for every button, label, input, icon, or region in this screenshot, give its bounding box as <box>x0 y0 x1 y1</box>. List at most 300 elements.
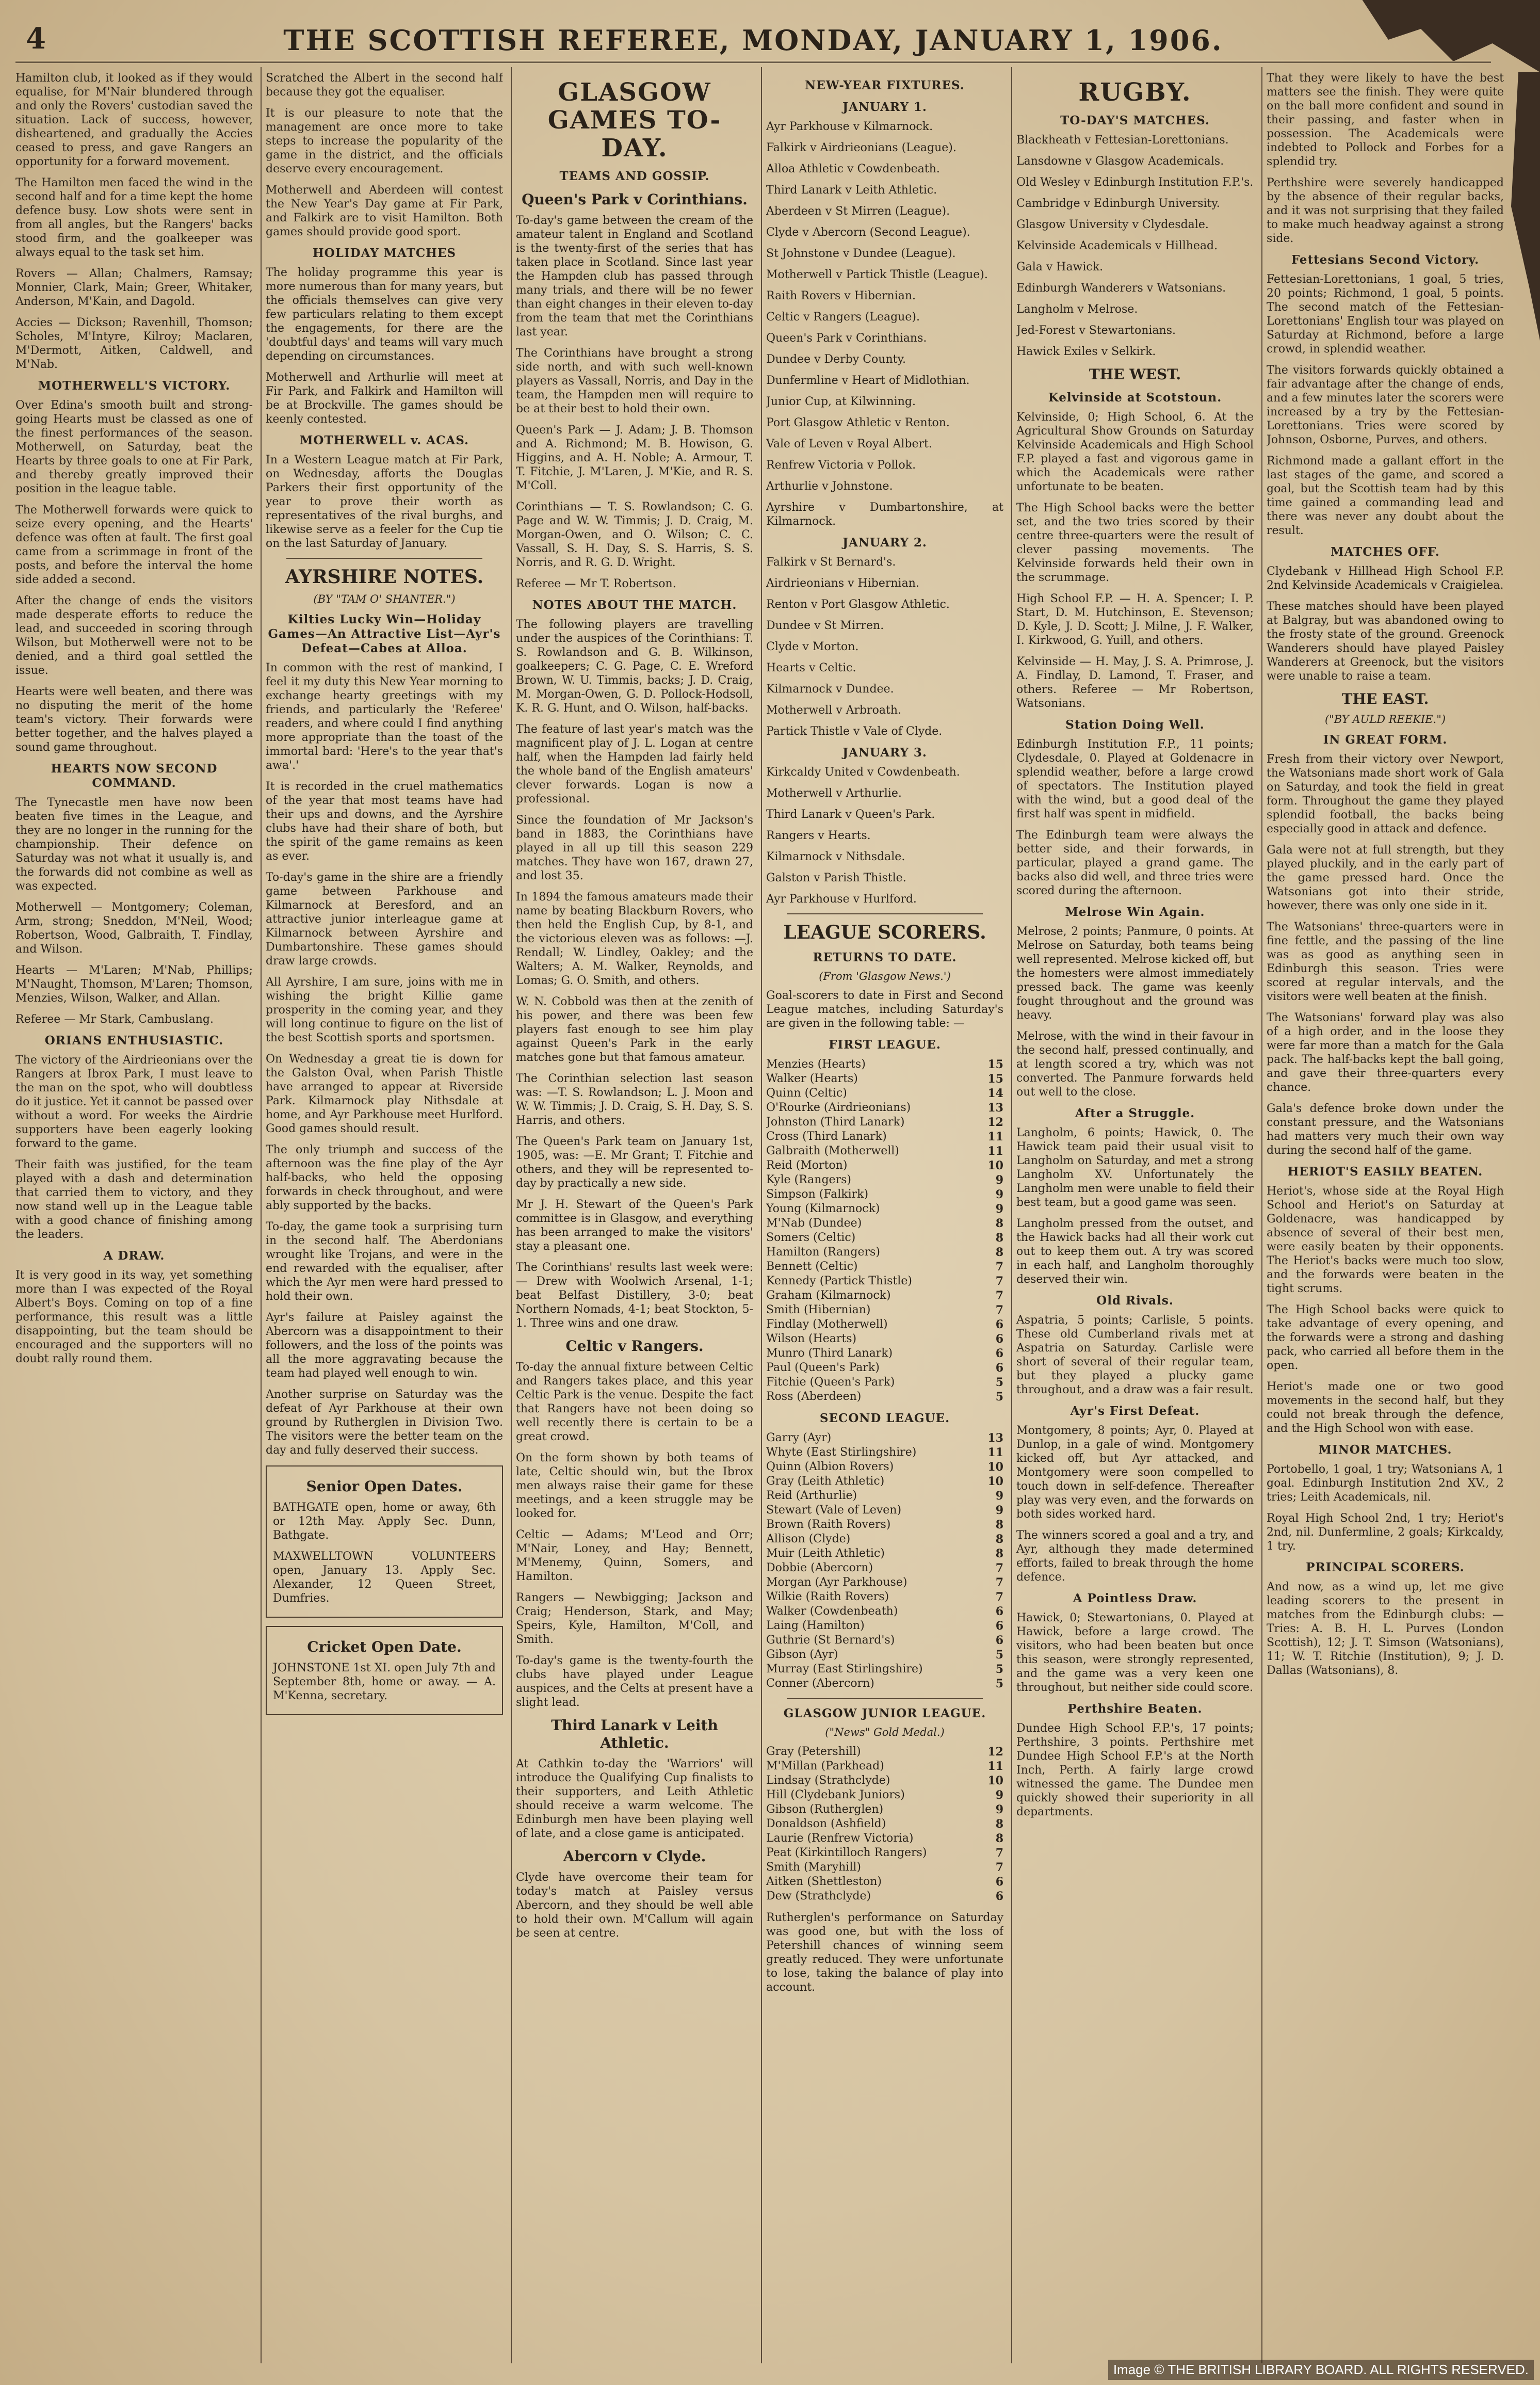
fixture-line: Port Glasgow Athletic v Renton. <box>766 416 950 429</box>
scorer-name: Aitken (Shettleston) <box>766 1875 882 1888</box>
scorer-name: Morgan (Ayr Parkhouse) <box>766 1576 907 1589</box>
article-paragraph: All Ayrshire, I am sure, joins with me in wishing the bright Killie game prosperity in the coming year, and they will long continue to figure on the list of the best Scottish sports and sportsmen. <box>266 976 503 1044</box>
match-heading: Third Lanark v Leith Athletic. <box>551 1717 718 1751</box>
goal-count: 15 <box>987 1072 1003 1086</box>
fixture-date: JANUARY 1. <box>842 100 927 114</box>
table-row <box>766 1057 1003 1072</box>
article-paragraph: The Edinburgh team were always the better side, and their forwards, in particular, played a grand game. The backs also did well, and three tries were scored during the afternoon. <box>1016 829 1254 897</box>
scorer-name: Hill (Clydebank Juniors) <box>766 1788 905 1801</box>
table-row <box>766 1503 1003 1518</box>
goal-count: 9 <box>995 1788 1003 1802</box>
table-row <box>766 1846 1003 1860</box>
match-heading: A Pointless Draw. <box>1073 1591 1197 1605</box>
fixture-line: Renfrew Victoria v Pollok. <box>766 459 916 472</box>
goal-count: 6 <box>995 1634 1003 1647</box>
senior-open-dates-box <box>266 1465 503 1618</box>
column-rule <box>1011 67 1012 2363</box>
junior-league-table <box>766 1745 1003 1904</box>
scorer-name: Quinn (Albion Rovers) <box>766 1460 894 1473</box>
article-paragraph: The following players are travelling under the auspices of the Corinthians: T. S. Rowlandson and G. B. Wilkinson, goalkeepers; C. G. Page, C. E. Wreford Brown, W. U. Timmis, backs; J. D. Craig, M. Morgan-Owen, G. D. Pollock-Hodsoll, K. R. G. Hunt, and O. Wilson, half-backs. <box>516 618 753 715</box>
team-line: High School F.P. — H. A. Spencer; I. P. Start, D. M. Hutchinson, E. Stevenson; D. Kyle, J. D. Scott; J. Milne, J. F. Walker, I. Kirkwood, G. Yuill, and others. <box>1016 592 1254 647</box>
column-rule <box>761 67 762 2363</box>
goal-count: 11 <box>987 1130 1003 1143</box>
goal-count: 6 <box>995 1619 1003 1633</box>
article-paragraph: These matches should have been played at Balgray, but was abandoned owing to the frosty state of the ground. Greenock Wanderers should have played Paisley Wanderers at Greenock, but the visitors were unable to raise a team. <box>1267 600 1504 683</box>
article-paragraph: In a Western League match at Fir Park, on Wednesday, afforts the Douglas Parkers their first opportunity of the year to prove their worth as representatives of the rival burghs, and likewise serve as a feeler for the Cup tie on the last Saturday of January. <box>266 454 503 550</box>
table-row <box>766 1575 1003 1590</box>
table-row <box>766 1216 1003 1231</box>
fixture-date: JANUARY 2. <box>842 536 927 550</box>
byline: (BY "TAM O' SHANTER.") <box>313 593 456 605</box>
referee-line: Referee — Mr Stark, Cambuslang. <box>15 1013 214 1026</box>
article-paragraph: The holiday programme this year is more numerous than for many years, but the officials themselves can give very few particulars relating to them except the engagements, for there are the 'doubtful days' and teams will vary much depending on circumstances. <box>266 266 503 363</box>
table-row <box>766 1860 1003 1875</box>
cricket-open-date-box <box>266 1626 503 1715</box>
article-paragraph: Dundee High School F.P.'s, 17 points; Perthshire, 3 points. Perthshire met Dundee High School F.P.'s at the North Inch, Perth. A fairly large crowd witnessed the game. The Dundee men quickly showed their superiority in all departments. <box>1016 1722 1254 1818</box>
team-line: Rangers — Newbigging; Jackson and Craig; Henderson, Stark, and May; Speirs, Kyle, Hamilton, M'Coll, and Smith. <box>516 1591 753 1646</box>
scorer-name: Reid (Arthurlie) <box>766 1489 857 1502</box>
article-paragraph: And now, as a wind up, let me give leading scorers to the present in matches from the Edinburgh clubs: — Tries: A. B. H. L. Purves (London Scottish), 12; J. T. Simson (Watsonians), 11; W. T. Ritchie (Institution), 9; J. D. Dallas (Watsonians), 8. <box>1267 1581 1504 1677</box>
match-heading: Celtic v Rangers. <box>565 1337 704 1355</box>
fixture-line: Edinburgh Wanderers v Watsonians. <box>1016 282 1226 295</box>
article-paragraph: The Corinthian selection last season was: —T. S. Rowlandson; L. J. Moon and W. W. Timmis; J. D. Craig, S. H. Day, S. S. Harris, and others. <box>516 1072 753 1127</box>
article-paragraph: Motherwell and Aberdeen will contest the New Year's Day game at Fir Park, and Falkirk are to visit Hamilton. Both games should provide good sport. <box>266 184 503 238</box>
table-row <box>766 1745 1003 1759</box>
goal-count: 15 <box>987 1058 1003 1071</box>
article-paragraph: Hearts were well beaten, and there was no disputing the merit of the home team's victory. Their forwards were better together, and the halves played a sound game throughout. <box>15 685 253 754</box>
table-row <box>766 1590 1003 1604</box>
column-2 <box>266 71 503 2362</box>
scorer-name: Dew (Strathclyde) <box>766 1890 871 1903</box>
goal-count: 8 <box>995 1832 1003 1845</box>
masthead <box>15 20 1491 63</box>
fixture-line: Kilmarnock v Dundee. <box>766 683 894 696</box>
section-heading: MOTHERWELL'S VICTORY. <box>38 379 231 393</box>
fixture-list <box>766 765 1003 906</box>
article-paragraph: The Hamilton men faced the wind in the second half and for a time kept the home defence busy. Low shots were sent in from all angles, but the Rangers' backs stood firm, and the goalkeeper was always equal to the task set him. <box>15 176 253 259</box>
scorer-name: Reid (Morton) <box>766 1159 848 1172</box>
table-row <box>766 1648 1003 1662</box>
goal-count: 5 <box>995 1376 1003 1389</box>
table-row <box>766 1390 1003 1404</box>
scorer-name: Murray (East Stirlingshire) <box>766 1663 923 1675</box>
fixture-line: Ayr Parkhouse v Kilmarnock. <box>766 120 933 133</box>
article-paragraph: Richmond made a gallant effort in the last stages of the game, and scored a goal, but the Scottish team had by this time gained a commanding lead and there was never any doubt about the result. <box>1267 455 1504 537</box>
table-row <box>766 1489 1003 1503</box>
table-row <box>766 1245 1003 1260</box>
fixture-line: Ayr Parkhouse v Hurlford. <box>766 893 917 906</box>
fixture-line: Dunfermline v Heart of Midlothian. <box>766 374 970 387</box>
table-row <box>766 1086 1003 1101</box>
classified-line: MAXWELLTOWN VOLUNTEERS open, January 13. Apply Sec. Alexander, 12 Queen Street, Dumfries. <box>273 1550 496 1605</box>
goal-count: 6 <box>995 1361 1003 1375</box>
table-row <box>766 1260 1003 1274</box>
goal-count: 10 <box>987 1460 1003 1474</box>
fixture-line: Partick Thistle v Vale of Clyde. <box>766 725 943 738</box>
article-paragraph: The feature of last year's match was the magnificent play of J. L. Logan at centre half, when the Hampden lad fairly held the whole band of the English amateurs' clever forwards. Logan is now a professional. <box>516 723 753 805</box>
section-heading: HEARTS NOW SECOND COMMAND. <box>51 762 218 790</box>
scorer-name: Wilkie (Raith Rovers) <box>766 1590 889 1603</box>
paper-title: THE SCOTTISH REFEREE, MONDAY, JANUARY 1, 1906. <box>283 24 1223 57</box>
goal-count: 6 <box>995 1605 1003 1618</box>
fixture-line: Motherwell v Arbroath. <box>766 704 902 717</box>
scorer-name: Garry (Ayr) <box>766 1431 832 1444</box>
fixture-line: Rangers v Hearts. <box>766 829 871 842</box>
goal-count: 12 <box>987 1745 1003 1759</box>
team-line: Motherwell — Montgomery; Coleman, Arm, strong; Sneddon, M'Neil, Wood; Robertson, Wood, Galbraith, T. Findlay, and Wilson. <box>15 901 253 956</box>
table-heading: SECOND LEAGUE. <box>819 1411 950 1425</box>
article-paragraph: The victory of the Airdrieonians over the Rangers at Ibrox Park, I must leave to the man on the spot, who will doubtless do it justice. Yet it cannot be passed over without a word. For weeks the Airdrie supporters have been eagerly looking forward to the game. <box>15 1054 253 1150</box>
table-row <box>766 1288 1003 1303</box>
scorer-name: Fitchie (Queen's Park) <box>766 1376 895 1389</box>
table-row <box>766 1274 1003 1288</box>
article-paragraph: The Corinthians' results last week were: — Drew with Woolwich Arsenal, 1-1; beat Belfast Distillery, 3-0; beat Northern Nomads, 4-1; beat Stockton, 5-1. Three wins and one draw. <box>516 1261 753 1330</box>
fixture-line: Junior Cup, at Kilwinning. <box>766 395 916 408</box>
team-line: Accies — Dickson; Ravenhill, Thomson; Scholes, M'Intyre, Kilroy; Maclaren, M'Dermott, Aitken, Caldwell, and M'Nab. <box>15 316 253 371</box>
table-row <box>766 1875 1003 1889</box>
fixture-line: Old Wesley v Edinburgh Institution F.P.'s. <box>1016 176 1254 189</box>
goal-count: 9 <box>995 1803 1003 1816</box>
fixture-line: Kelvinside Academicals v Hillhead. <box>1016 239 1218 252</box>
scorer-name: Findlay (Motherwell) <box>766 1318 888 1331</box>
fixture-line: Dundee v St Mirren. <box>766 619 884 632</box>
goal-count: 8 <box>995 1547 1003 1560</box>
section-heading: HOLIDAY MATCHES <box>312 246 457 260</box>
article-paragraph: Over Edina's smooth built and strong-going Hearts must be classed as one of the finest performances of the season. Motherwell, on Saturday, beat the Hearts by three goals to one at Fir Park, and thereby greatly improved their position in the league table. <box>15 399 253 495</box>
league-scorers-title: LEAGUE SCORERS. <box>783 922 986 943</box>
table-heading: GLASGOW JUNIOR LEAGUE. <box>783 1706 986 1720</box>
team-line: Hearts — M'Laren; M'Nab, Phillips; M'Naught, Thomson, M'Laren; Thomson, Menzies, Wilson, Walker, and Allan. <box>15 964 253 1005</box>
scorer-name: Walker (Hearts) <box>766 1072 858 1085</box>
article-paragraph: Mr J. H. Stewart of the Queen's Park committee is in Glasgow, and everything has been arranged to make the visitors' stay a pleasant one. <box>516 1198 753 1253</box>
article-paragraph: To-day, the game took a surprising turn in the second half. The Aberdonians wrought like Trojans, and were in the end rewarded with the equaliser, after which the Ayr men were hard pressed to hold their own. <box>266 1220 503 1303</box>
article-paragraph: Heriot's, whose side at the Royal High School and Heriot's on Saturday at Goldenacre, was handicapped by absence of several of their best men, were easily beaten by their opponents. The Heriot's backs were much too slow, and the forwards were beaten in the tight scrums. <box>1267 1185 1504 1295</box>
goal-count: 11 <box>987 1145 1003 1158</box>
article-paragraph: Melrose, 2 points; Panmure, 0 points. At Melrose on Saturday, both teams being well represented. Melrose kicked off, but the homesters were almost immediately pressed back. The game was keenly fought throughout and the ground was heavy. <box>1016 925 1254 1022</box>
article-paragraph: Clyde have overcome their team for today's match at Paisley versus Abercorn, and they should be well able to hold their own. M'Callum will again be seen at centre. <box>516 1871 753 1940</box>
article-paragraph: Clydebank v Hillhead High School F.P. 2nd Kelvinside Academicals v Craigielea. <box>1267 565 1504 592</box>
goal-count: 11 <box>987 1760 1003 1773</box>
article-paragraph: Hawick, 0; Stewartonians, 0. Played at Hawick, before a large crowd. The visitors, who had been beaten but once this season, were strongly represented, and the game was a very keen one throughout, but neither side could score. <box>1016 1612 1254 1694</box>
table-row <box>766 1346 1003 1361</box>
goal-count: 8 <box>995 1533 1003 1546</box>
article-paragraph: Rutherglen's performance on Saturday was good one, but with the loss of Petershill chances of winning seem greatly reduced. They were unfortunate to lose, taking the balance of play into account. <box>766 1911 1003 1994</box>
team-line: Kelvinside — H. May, J. S. A. Primrose, J. A. Findlay, D. Lamond, T. Fraser, and others. Referee — Mr Robertson, Watsonians. <box>1016 655 1254 710</box>
scorer-name: Bennett (Celtic) <box>766 1260 858 1273</box>
goal-count: 6 <box>995 1347 1003 1360</box>
goal-count: 14 <box>987 1087 1003 1100</box>
source-note: (From 'Glasgow News.') <box>819 970 951 982</box>
article-paragraph: Fettesian-Lorettonians, 1 goal, 5 tries, 20 points; Richmond, 1 goal, 5 points. The second match of the Fettesian-Lorettonians' English tour was played on Saturday at Richmond, before a large crowd, in splendid weather. <box>1267 273 1504 356</box>
table-row <box>766 1633 1003 1648</box>
article-paragraph: It is our pleasure to note that the management are once more to take steps to increase the popularity of the game in the district, and the officials deserve every encouragement. <box>266 107 503 175</box>
goal-count: 7 <box>995 1590 1003 1604</box>
table-row <box>766 1759 1003 1774</box>
article-paragraph: Motherwell and Arthurlie will meet at Fir Park, and Falkirk and Hamilton will be at Brockville. The games should be keenly contested. <box>266 371 503 426</box>
article-paragraph: The winners scored a goal and a try, and Ayr, although they made determined efforts, failed to break through the home defence. <box>1016 1529 1254 1584</box>
article-paragraph: Heriot's made one or two good movements in the second half, but they could not break through the defence, and the High School won with ease. <box>1267 1380 1504 1435</box>
article-paragraph: Aspatria, 5 points; Carlisle, 5 points. These old Cumberland rivals met at Aspatria on Saturday. Carlisle were short of several of their regular team, but they played a plucky game throughout, and a draw was a fair result. <box>1016 1314 1254 1396</box>
table-row <box>766 1231 1003 1245</box>
fixture-line: Ayrshire v Dumbartonshire, at Kilmarnock. <box>766 501 1003 528</box>
match-heading: After a Struggle. <box>1075 1106 1195 1120</box>
first-league-table <box>766 1057 1003 1404</box>
scorer-name: Walker (Cowdenbeath) <box>766 1605 898 1618</box>
column-6 <box>1267 71 1504 2362</box>
fixture-line: Clyde v Abercorn (Second League). <box>766 226 970 239</box>
fixture-line: Vale of Leven v Royal Albert. <box>766 438 932 450</box>
article-paragraph: To-day's game in the shire are a friendly game between Parkhouse and Kilmarnock at Beresford, and an attractive junior interleague game at Kilmarnock between Ayrshire and Dumbartonshire. These games should draw large crowds. <box>266 871 503 968</box>
fixture-line: Falkirk v Airdrieonians (League). <box>766 141 957 154</box>
byline: ("BY AULD REEKIE.") <box>1324 713 1446 726</box>
table-heading: FIRST LEAGUE. <box>829 1038 941 1052</box>
scorer-name: Muir (Leith Athletic) <box>766 1547 885 1560</box>
fixture-line: Motherwell v Arthurlie. <box>766 787 902 800</box>
goal-count: 6 <box>995 1890 1003 1903</box>
goal-count: 11 <box>987 1446 1003 1459</box>
senior-open-dates-title: Senior Open Dates. <box>306 1478 463 1495</box>
article-paragraph: Since the foundation of Mr Jackson's band in 1883, the Corinthians have played in all up till this season 229 matches. They have won 167, drawn 27, and lost 35. <box>516 814 753 882</box>
scorer-name: M'Nab (Dundee) <box>766 1217 862 1230</box>
scorer-name: Paul (Queen's Park) <box>766 1361 880 1374</box>
article-paragraph: Royal High School 2nd, 1 try; Heriot's 2nd, nil. Dunfermline, 2 goals; Kirkcaldy, 1 try. <box>1267 1512 1504 1553</box>
table-row <box>766 1431 1003 1445</box>
scorer-name: Smith (Hibernian) <box>766 1303 871 1316</box>
goal-count: 6 <box>995 1875 1003 1889</box>
column-5 <box>1016 71 1254 2362</box>
table-row <box>766 1460 1003 1474</box>
table-row <box>766 1303 1003 1317</box>
match-heading: Fettesians Second Victory. <box>1291 253 1480 267</box>
goal-count: 10 <box>987 1475 1003 1488</box>
goal-count: 8 <box>995 1817 1003 1831</box>
fixture-line: Cambridge v Edinburgh University. <box>1016 197 1220 210</box>
article-paragraph: Goal-scorers to date in First and Second League matches, including Saturday's are given in the following table: — <box>766 989 1003 1030</box>
article-paragraph: Gala were not at full strength, but they played pluckily, and in the early part of the game pressed hard. Once the Watsonians got into their stride, however, there was only one side in it. <box>1267 844 1504 912</box>
torn-edge <box>1504 72 1540 341</box>
fixture-date: JANUARY 3. <box>842 746 927 760</box>
table-row <box>766 1546 1003 1561</box>
goal-count: 7 <box>995 1275 1003 1288</box>
table-row <box>766 1173 1003 1187</box>
fixture-line: Renton v Port Glasgow Athletic. <box>766 598 950 611</box>
section-heading: PRINCIPAL SCORERS. <box>1306 1560 1465 1574</box>
column-1 <box>15 71 253 2362</box>
goal-count: 5 <box>995 1390 1003 1404</box>
article-paragraph: Langholm, 6 points; Hawick, 0. The Hawick team paid their usual visit to Langholm on Saturday, and met a strong Langholm XV. Unfortunately the Langholm men were unable to field their best team, but a good game was seen. <box>1016 1126 1254 1209</box>
article-paragraph: Ayr's failure at Paisley against the Abercorn was a disappointment to their followers, and the loss of the points was all the more aggravating because the team had played well enough to win. <box>266 1311 503 1380</box>
table-row <box>766 1532 1003 1546</box>
goal-count: 7 <box>995 1260 1003 1274</box>
column-4 <box>766 71 1003 2362</box>
section-heading: MINOR MATCHES. <box>1318 1443 1452 1457</box>
table-row <box>766 1788 1003 1802</box>
article-subtitle: Kilties Lucky Win—Holiday Games—An Attractive List—Ayr's Defeat—Cabes at Alloa. <box>268 613 501 655</box>
classified-line: BATHGATE open, home or away, 6th or 12th May. Apply Sec. Dunn, Bathgate. <box>273 1501 496 1542</box>
table-row <box>766 1101 1003 1115</box>
goal-count: 5 <box>995 1663 1003 1676</box>
article-paragraph: Hamilton club, it looked as if they would equalise, for M'Nair blundered through and only the Rovers' custodian saved the situation. Lack of success, however, disheartened, and gradually the Accies ceased to press, and gave Rangers an opportunity for a forward movement. <box>15 72 253 168</box>
scorer-name: Munro (Third Lanark) <box>766 1347 893 1360</box>
scorer-name: Menzies (Hearts) <box>766 1058 866 1071</box>
article-paragraph: The Corinthians have brought a strong side north, and with such well-known players as Vassall, Norris, and Day in the team, the Hampden men will require to be at their best to hold their own. <box>516 347 753 415</box>
goal-count: 10 <box>987 1159 1003 1172</box>
scorer-name: Donaldson (Ashfield) <box>766 1817 886 1830</box>
match-heading: Queen's Park v Corinthians. <box>522 191 748 208</box>
scorer-name: Stewart (Vale of Leven) <box>766 1504 902 1517</box>
article-paragraph: The visitors forwards quickly obtained a fair advantage after the change of ends, and a few minutes later the scorers were increased by a try by the Fettesian-Lorettonians. Tries were scored by Johnson, Osborne, Purves, and others. <box>1267 364 1504 446</box>
fixture-line: Lansdowne v Glasgow Academicals. <box>1016 155 1224 168</box>
fixture-list <box>766 555 1003 738</box>
section-heading: NOTES ABOUT THE MATCH. <box>532 598 737 612</box>
goal-count: 13 <box>987 1431 1003 1445</box>
fixture-line: Dundee v Derby County. <box>766 353 906 366</box>
table-row <box>766 1130 1003 1144</box>
fixture-line: Gala v Hawick. <box>1016 261 1104 273</box>
table-row <box>766 1317 1003 1332</box>
scorer-name: Gibson (Rutherglen) <box>766 1803 884 1816</box>
goal-count: 7 <box>995 1561 1003 1575</box>
fixtures-title: NEW-YEAR FIXTURES. <box>805 78 965 92</box>
fixture-line: Langholm v Melrose. <box>1016 303 1138 316</box>
goal-count: 7 <box>995 1289 1003 1302</box>
article-paragraph: On Wednesday a great tie is down for the Galston Oval, when Parish Thistle have arranged to appear at Riverside Park. Kilmarnock play Nithsdale at home, and Ayr Parkhouse meet Hurlford. Good games should result. <box>266 1053 503 1135</box>
article-paragraph: Portobello, 1 goal, 1 try; Watsonians A, 1 goal. Edinburgh Institution 2nd XV., 2 tries; Leith Academicals, nil. <box>1267 1463 1504 1504</box>
section-heading: THE WEST. <box>1089 366 1181 383</box>
table-row <box>766 1802 1003 1817</box>
section-heading: MATCHES OFF. <box>1331 545 1440 559</box>
column-rule <box>511 67 512 2363</box>
table-row <box>766 1677 1003 1691</box>
fixture-line: Blackheath v Fettesian-Lorettonians. <box>1016 134 1229 147</box>
article-paragraph: Langholm pressed from the outset, and the Hawick backs had all their work cut out to keep them out. A try was scored in each half, and Langholm thoroughly deserved their win. <box>1016 1217 1254 1286</box>
article-paragraph: Scratched the Albert in the second half because they got the equaliser. <box>266 72 503 99</box>
goal-count: 6 <box>995 1332 1003 1346</box>
table-row <box>766 1144 1003 1158</box>
table-row <box>766 1375 1003 1390</box>
table-row <box>766 1474 1003 1489</box>
scorer-name: Laurie (Renfrew Victoria) <box>766 1832 914 1845</box>
scorer-name: Allison (Clyde) <box>766 1533 851 1545</box>
goal-count: 8 <box>995 1518 1003 1532</box>
match-heading: Old Rivals. <box>1096 1294 1174 1308</box>
table-row <box>766 1604 1003 1619</box>
goal-count: 7 <box>995 1861 1003 1874</box>
article-paragraph: The only triumph and success of the afternoon was the fine play of the Ayr half-backs, who held the opposing forwards in check throughout, and were ably supported by the backs. <box>266 1143 503 1212</box>
goal-count: 5 <box>995 1648 1003 1662</box>
article-paragraph: The High School backs were quick to take advantage of every opening, and the forwards were a strong and dashing pack, who carried all before them in the open. <box>1267 1303 1504 1372</box>
table-row <box>766 1202 1003 1216</box>
fixture-line: Alloa Athletic v Cowdenbeath. <box>766 163 940 175</box>
article-paragraph: The Queen's Park team on January 1st, 1905, was: —E. Mr Grant; T. Fitchie and others, and they will be represented to-day by practically a new side. <box>516 1135 753 1190</box>
article-paragraph: W. N. Cobbold was then at the zenith of his power, and there was been few players fast enough to see him play against Queen's Park in the early matches gone but that famous amateur. <box>516 995 753 1064</box>
goal-count: 9 <box>995 1173 1003 1187</box>
goal-count: 13 <box>987 1101 1003 1115</box>
fixture-list <box>766 120 1003 528</box>
goal-count: 8 <box>995 1231 1003 1245</box>
source-note: ("News" Gold Medal.) <box>825 1726 945 1738</box>
scorer-name: Laing (Hamilton) <box>766 1619 865 1632</box>
goal-count: 7 <box>995 1303 1003 1317</box>
second-league-table <box>766 1431 1003 1691</box>
goal-count: 8 <box>995 1246 1003 1259</box>
goal-count: 9 <box>995 1188 1003 1201</box>
article-paragraph: In common with the rest of mankind, I feel it my duty this New Year morning to exchange hearty greetings with my friends, and particularly the 'Referee' readers, and where could I find anything more appropriate than the toast of the immortal bard: 'Here's to the year that's awa'.' <box>266 662 503 772</box>
article-paragraph: The High School backs were the better set, and the two tries scored by their centre three-quarters were the result of clever passing movements. The Kelvinside forwards held their own in the scrummage. <box>1016 502 1254 584</box>
section-heading: A DRAW. <box>103 1249 165 1263</box>
divider <box>286 558 482 559</box>
article-paragraph: Another surprise on Saturday was the defeat of Ayr Parkhouse at their own ground by Rutherglen in Division Two. The visitors were the better team on the day and fully deserved their success. <box>266 1388 503 1457</box>
match-heading: Kelvinside at Scotstoun. <box>1048 391 1222 405</box>
fixture-line: Falkirk v St Bernard's. <box>766 556 896 569</box>
scorer-name: M'Millan (Parkhead) <box>766 1760 884 1772</box>
table-row <box>766 1619 1003 1633</box>
article-paragraph: To-day's game is the twenty-fourth the clubs have played under League auspices, and the Celts at present have a slight lead. <box>516 1654 753 1709</box>
article-paragraph: The Watsonians' forward play was also of a high order, and in the loose they were far more than a match for the Gala pack. The half-backs kept the ball going, and gave their three-quarters every chance. <box>1267 1011 1504 1094</box>
table-row <box>766 1361 1003 1375</box>
goal-count: 7 <box>995 1576 1003 1589</box>
scorer-name: Simpson (Falkirk) <box>766 1188 869 1201</box>
goal-count: 5 <box>995 1677 1003 1690</box>
goal-count: 12 <box>987 1116 1003 1129</box>
team-line: Celtic — Adams; M'Leod and Orr; M'Nair, Loney, and Hay; Bennett, M'Menemy, Quinn, Somers, and Hamilton. <box>516 1528 753 1583</box>
article-paragraph: At Cathkin to-day the 'Warriors' will introduce the Qualifying Cup finalists to their supporters, and Leith Athletic should receive a warm welcome. The Edinburgh men have been playing well of late, and a close game is anticipated. <box>516 1758 753 1840</box>
scorer-name: Cross (Third Lanark) <box>766 1130 887 1143</box>
table-row <box>766 1889 1003 1904</box>
scorer-name: Wilson (Hearts) <box>766 1332 857 1345</box>
fixture-line: Raith Rovers v Hibernian. <box>766 289 916 302</box>
team-line: Queen's Park — J. Adam; J. B. Thomson and A. Richmond; M. B. Howison, G. Higgins, and A. H. Noble; A. Armour, T. T. Fitchie, J. M'Laren, J. M'Kie, and R. S. M'Coll. <box>516 424 753 492</box>
fixture-line: Jed-Forest v Stewartonians. <box>1016 324 1176 337</box>
goal-count: 8 <box>995 1217 1003 1230</box>
section-heading: TEAMS AND GOSSIP. <box>559 169 710 183</box>
article-paragraph: In 1894 the famous amateurs made their name by beating Blackburn Rovers, who then held the English Cup, by 8-1, and the victorious eleven was as follows: —J. Rendall; W. Lindley, Oakley; and the Walters; A. M. Walker, Reynolds, and Lomas; G. O. Smith, and others. <box>516 891 753 987</box>
article-paragraph: Perthshire were severely handicapped by the absence of their regular backs, and it was not surprising that they failed to make much headway against a strong side. <box>1267 176 1504 245</box>
scorer-name: Gray (Petershill) <box>766 1745 861 1758</box>
section-heading: MOTHERWELL v. ACAS. <box>299 433 469 447</box>
column-3 <box>516 71 753 2362</box>
fixture-line: Arthurlie v Johnstone. <box>766 480 893 493</box>
scorer-name: Kyle (Rangers) <box>766 1173 851 1186</box>
scorer-name: Galbraith (Motherwell) <box>766 1145 899 1157</box>
fixture-line: Glasgow University v Clydesdale. <box>1016 218 1209 231</box>
article-paragraph: Montgomery, 8 points; Ayr, 0. Played at Dunlop, in a gale of wind. Montgomery kicked off, but Ayr attacked, and Montgomery were soon compelled to touch down in self-defence. Thereafter play was very even, and the forwards on both sides worked hard. <box>1016 1424 1254 1521</box>
table-row <box>766 1774 1003 1788</box>
fixture-line: Airdrieonians v Hibernian. <box>766 577 919 590</box>
fixture-line: Clyde v Morton. <box>766 640 859 653</box>
article-paragraph: The Motherwell forwards were quick to seize every opening, and the Hearts' defence was often at fault. The first goal came from a scrimmage in front of the posts, and before the interval the home side added a second. <box>15 504 253 586</box>
scorer-name: Gibson (Ayr) <box>766 1648 838 1661</box>
team-line: Corinthians — T. S. Rowlandson; C. G. Page and W. W. Timmis; J. D. Craig, M. Morgan-Owen, and O. Wilson; C. C. Vassall, S. H. Day, S. S. Harris, S. S. Norris, and R. G. D. Wright. <box>516 501 753 569</box>
scorer-name: Quinn (Celtic) <box>766 1087 847 1100</box>
fixture-line: Galston v Parish Thistle. <box>766 872 906 884</box>
match-heading: Perthshire Beaten. <box>1067 1702 1203 1716</box>
fixture-line: Celtic v Rangers (League). <box>766 311 920 324</box>
section-heading: ORIANS ENTHUSIASTIC. <box>44 1034 224 1048</box>
section-heading: IN GREAT FORM. <box>1323 733 1448 747</box>
fixture-line: Queen's Park v Corinthians. <box>766 332 927 345</box>
table-row <box>766 1662 1003 1677</box>
table-row <box>766 1115 1003 1130</box>
page-number: 4 <box>26 22 46 56</box>
scorer-name: Smith (Maryhill) <box>766 1861 862 1874</box>
table-row <box>766 1332 1003 1346</box>
article-paragraph: The Watsonians' three-quarters were in fine fettle, and the passing of the line was as good as anything seen in Edinburgh this season. Tries were scored at regular intervals, and the visitors were well beaten at the finish. <box>1267 921 1504 1003</box>
goal-count: 9 <box>995 1489 1003 1503</box>
scorer-name: Johnston (Third Lanark) <box>766 1116 905 1129</box>
fixture-line: Hearts v Celtic. <box>766 662 856 674</box>
scorer-name: Brown (Raith Rovers) <box>766 1518 891 1531</box>
